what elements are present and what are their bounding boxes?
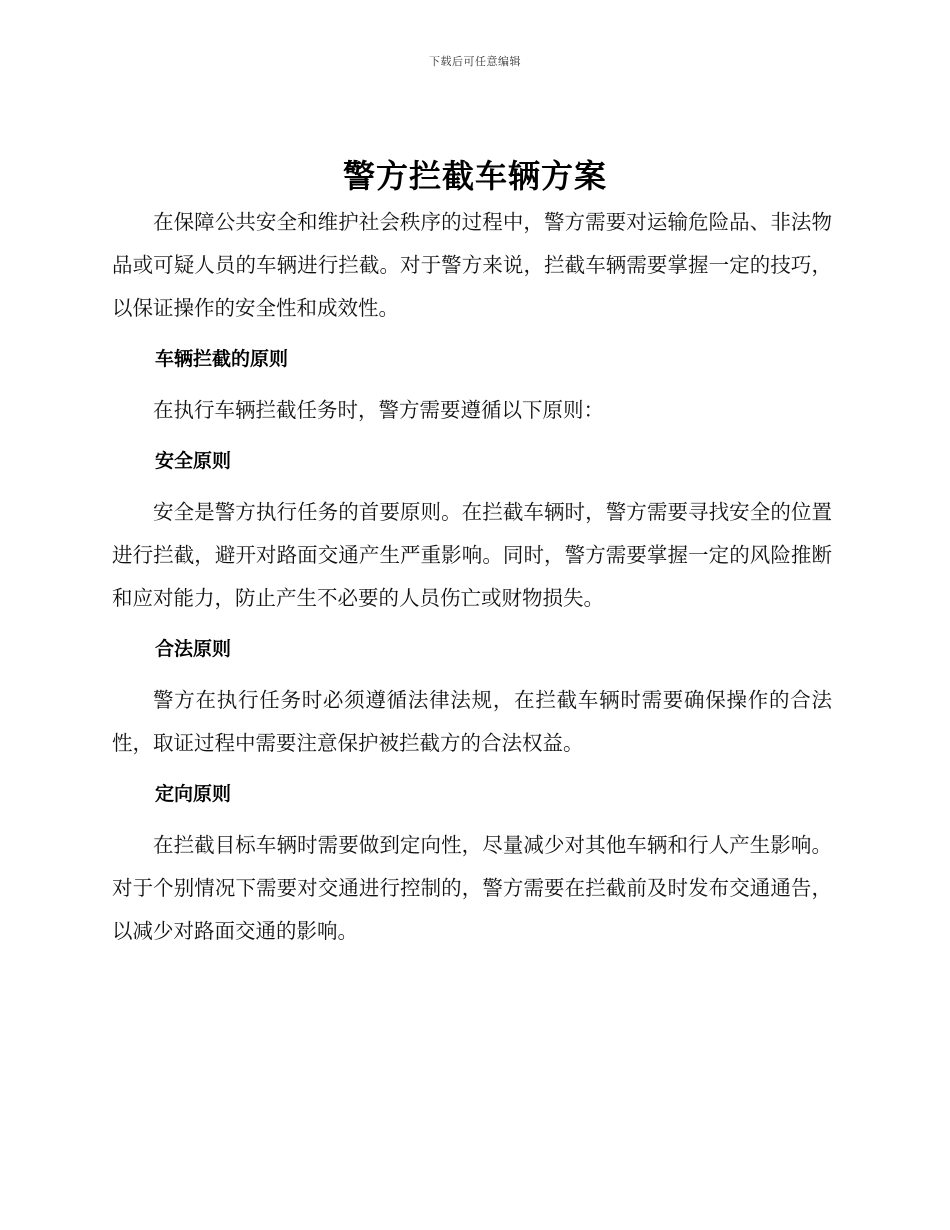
document-title: 警方拦截车辆方案: [342, 157, 607, 195]
principles-paragraph: 在执行车辆拦截任务时，警方需要遵循以下原则：: [153, 398, 604, 422]
legal-paragraph: 警方在执行任务时必须遵循法律法规，在拦截车辆时需要确保操作的合法性，取证过程中需要注意保护被拦截方的合法权益。: [112, 688, 832, 755]
section-heading-principles: 车辆拦截的原则: [155, 348, 289, 370]
safety-paragraph: 安全是警方执行任务的首要原则。在拦截车辆时，警方需要寻找安全的位置进行拦截，避开对路面交通产生严重影响。同时，警方需要掌握一定的风险推断和应对能力，防止产生不必要的人员伤亡或财物损失。: [112, 500, 832, 610]
section-heading-direction: 定向原则: [155, 783, 232, 805]
header-note: 下载后可任意编辑: [429, 55, 521, 68]
direction-paragraph: 在拦截目标车辆时需要做到定向性，尽量减少对其他车辆和行人产生影响。对于个别情况下需要对交通进行控制的，警方需要在拦截前及时发布交通通告，以减少对路面交通的影响。: [112, 833, 832, 943]
section-heading-legal: 合法原则: [155, 638, 232, 660]
section-heading-safety: 安全原则: [155, 450, 232, 472]
intro-paragraph: 在保障公共安全和维护社会秩序的过程中，警方需要对运输危险品、非法物品或可疑人员的车辆进行拦截。对于警方来说，拦截车辆需要掌握一定的技巧，以保证操作的安全性和成效性。: [112, 210, 832, 320]
document-body: [112, 201, 832, 953]
